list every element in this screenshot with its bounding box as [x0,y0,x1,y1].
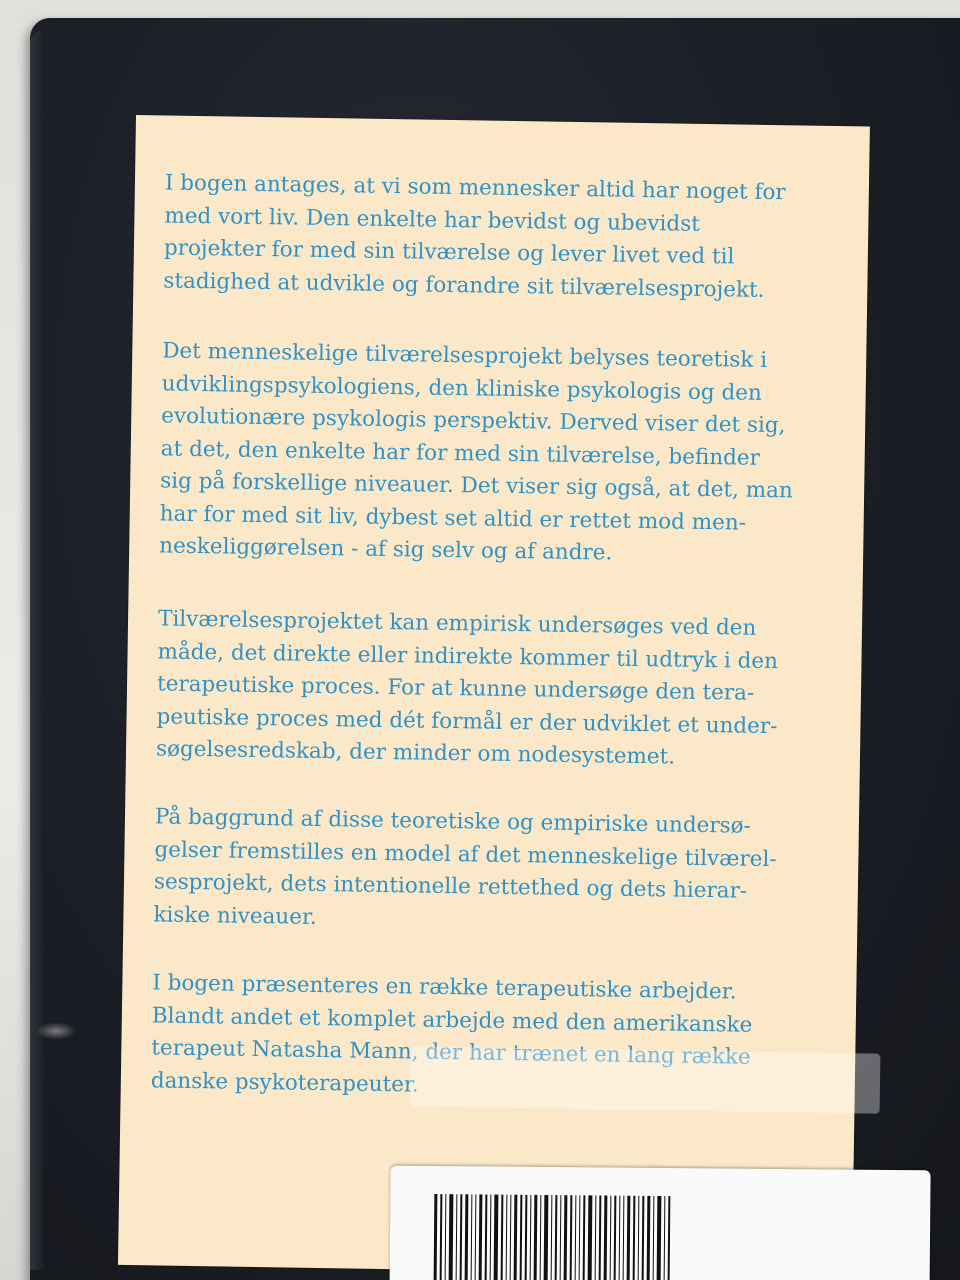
barcode-bar [494,1195,499,1280]
barcode-bar [610,1196,612,1280]
barcode-bar [664,1196,666,1280]
barcode-bar [627,1196,631,1280]
barcode-icon [434,1194,875,1280]
barcode-bar [506,1195,508,1280]
barcode-bar [570,1195,573,1280]
barcode-bar [623,1196,625,1280]
blurb-paragraph-5: I bogen præsenteres en række terapeutiske arbejder. Blandt andet et komplet arbejde med den amerikanske terapeut Natasha Mann, der har trænet en lang række danske psykoterapeuter. [150,970,753,1098]
blurb-paragraph-1: I bogen antages, at vi som mennesker altid har noget for med vort liv. Den enkelte har bevidst og ubevidst projekter for med sin tilværelse og lever livet ved til stadighed at udvikle og forandre sit tilværelsesprojekt. [163,170,786,303]
barcode-bar [668,1196,671,1280]
barcode-bar [614,1196,617,1280]
barcode-bar [579,1195,581,1280]
barcode-bar [595,1195,597,1280]
barcode-bar [544,1195,549,1280]
barcode-bar [633,1196,636,1280]
barcode-bar [604,1196,608,1280]
barcode-bar [599,1195,602,1280]
barcode-bar [575,1195,577,1280]
barcode-bar [449,1194,454,1280]
barcode-bar [456,1194,458,1280]
barcode-bar [530,1195,532,1280]
barcode-bar [564,1195,568,1280]
barcode-bar [583,1195,586,1280]
barcode-bar [647,1196,651,1280]
barcode-bar [619,1196,621,1280]
barcode-bar [460,1194,463,1280]
barcode-bar [465,1194,469,1280]
book-spine-edge [30,30,44,1270]
barcode-bar [638,1196,640,1280]
blurb-paragraph-4: På baggrund af disse teoretiske og empiriske undersø- gelser fremstilles en model af det menneskelige tilværel- sesprojekt, dets intentionelle rettethed og dets hierar- kiske niveauer. [153,804,777,930]
blurb-paragraph-3: Tilværelsesprojektet kan empirisk undersøges ved den måde, det direkte eller indirekte kommer til udtryk i den terapeutiske proces. For at kunne undersøge den tera- peutiske proces med dét formål er der udviklet et under- søgelsesredskab, der minder om nodesystemet. [155,606,779,770]
barcode-bar [485,1194,488,1280]
barcode-bar [540,1195,542,1280]
cover-scuff-mark [36,1022,76,1040]
barcode-bar [560,1195,562,1280]
barcode-bar [479,1194,483,1280]
barcode-bar [588,1195,593,1280]
barcode-bar [657,1196,662,1280]
barcode-bar [471,1194,473,1280]
barcode-bar [490,1195,492,1280]
barcode-bar [445,1194,447,1280]
blurb-paragraph-2: Det menneskelige tilværelsesprojekt belyses teoretisk i udviklingspsykologiens, den kliniske psykologis og den evolutionære psykologis perspektiv. Derved viser det sig, at det, den enkelte har for med sin tilværelse, befinder sig på forskellige niveauer. Det viser sig også, at det, man har for med sit liv, dybest set altid er rettet mod men- neskeliggørelsen - af sig selv og af andre. [159,338,793,566]
barcode-bar [534,1195,538,1280]
barcode-bar [440,1194,443,1280]
barcode-bar [434,1194,438,1280]
barcode-label [389,1166,930,1280]
barcode-bar [551,1195,553,1280]
barcode-bar [514,1195,518,1280]
barcode-bar [525,1195,528,1280]
sticker-residue [410,1046,881,1113]
barcode-bar [555,1195,558,1280]
barcode-bar [501,1195,504,1280]
barcode-bar [642,1196,645,1280]
barcode-bar [653,1196,655,1280]
barcode-bar [510,1195,512,1280]
barcode-bar [520,1195,523,1280]
barcode-bar [475,1194,477,1280]
